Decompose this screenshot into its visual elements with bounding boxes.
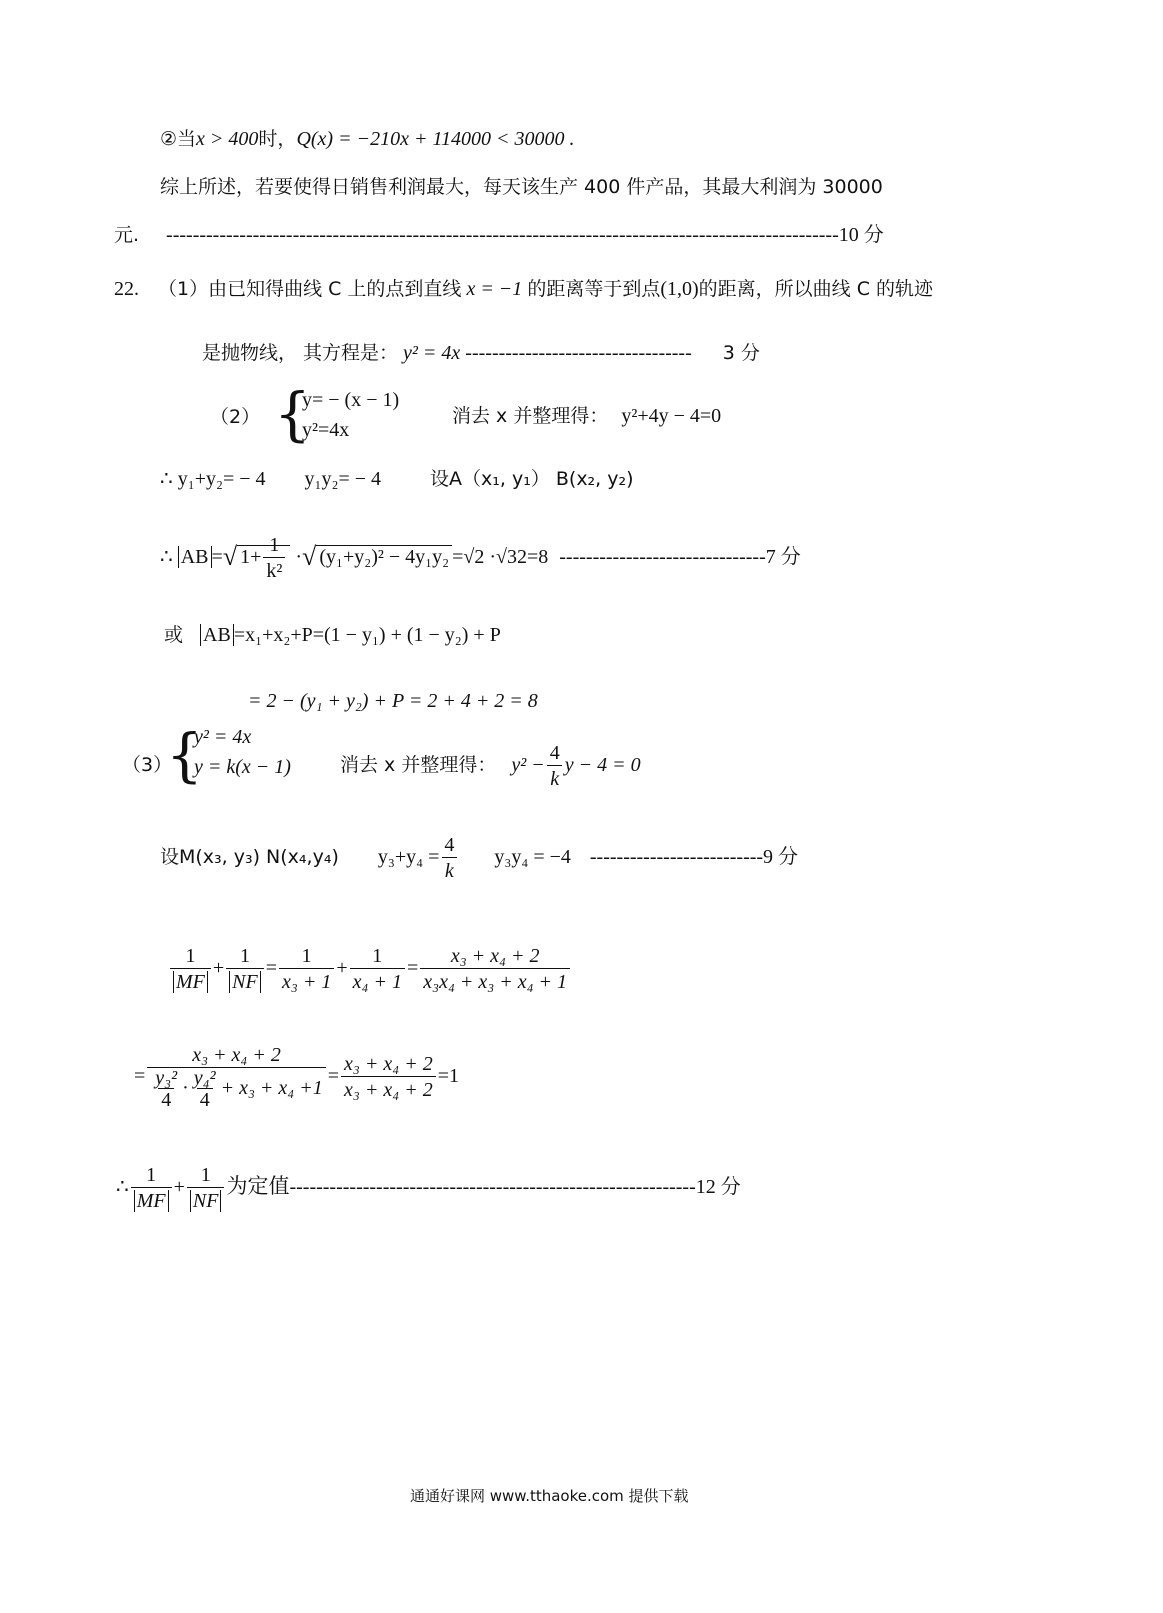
combined-den-text: x₃x₄ + x₃ + x₄ + 1: [423, 970, 568, 993]
case-2-equation: Q(x) = −210x + 114000 < 30000 .: [296, 128, 575, 150]
concl-recip-mf: [131, 1163, 172, 1214]
part3-eq2: [194, 752, 291, 782]
y4sq-over-4: [191, 1068, 219, 1111]
line-alt-chord: [164, 622, 501, 648]
part3-eq1: [194, 722, 291, 752]
part3-eliminate: [340, 740, 641, 792]
concl-nf-label: NF: [192, 1189, 219, 1212]
vieta-mn-frac-den: [442, 857, 457, 884]
one-over-k2: [263, 533, 285, 584]
simplified-frac: [341, 1052, 436, 1103]
line-vieta-ab: [160, 466, 634, 492]
y4-squared: y₄²: [193, 1067, 216, 1090]
parabola-equation: y² = 4x: [403, 342, 461, 364]
recip-nf: [226, 944, 264, 995]
chord-result: =√2 ·√32=8: [452, 546, 549, 568]
sqrt-one-plus: [237, 533, 290, 582]
alt-abs-ab: AB: [200, 624, 234, 646]
mf-label: MF: [176, 970, 205, 993]
y3-squared: y₃²: [155, 1067, 178, 1090]
vieta-mn-frac-num: 4: [444, 833, 455, 856]
conclusion-therefore: ∴: [116, 1176, 129, 1198]
simplified-den: x₃ + x₄ + 2: [344, 1078, 433, 1101]
chord-abs-ab: AB: [178, 546, 212, 568]
part2-quadratic: y²+4y − 4=0: [621, 405, 722, 427]
score-12-dashes: -------------------------------------------------------------12 分: [289, 1176, 741, 1198]
sqrt-symbol: √: [222, 542, 238, 571]
part3-frac: [547, 741, 563, 792]
alt-focal-chord: =x₁+x₂+P=(1 − y₁) + (1 − y₂) + P: [233, 624, 501, 646]
points-mn: 设M(x₃, y₃) N(x₄,y₄): [160, 846, 339, 868]
combined-num-text: x₃ + x₄ + 2: [450, 944, 540, 967]
subst-frac: [147, 1043, 325, 1111]
part3-eliminate-text: 消去 x 并整理得：: [340, 754, 497, 776]
subst-den-rest: + x₃ + x₄ +1: [220, 1077, 323, 1100]
subst-num: [189, 1043, 284, 1067]
score-10-dashes: -----------------------------------------------------------------------------------------------------10 分: [166, 224, 884, 246]
y4-den-four: 4: [197, 1088, 213, 1111]
recip-nf-den: [226, 968, 264, 995]
frac-num: 1: [269, 533, 280, 556]
concl-mf-label: MF: [136, 1189, 166, 1212]
y3sq-over-4: [152, 1068, 180, 1111]
concl-nf-num: 1: [200, 1163, 211, 1186]
part3-system: [194, 722, 291, 782]
vieta-sum: ∴ y₁+y₂= − 4: [160, 468, 266, 490]
score-7-dashes: -------------------------------7 分: [559, 546, 801, 568]
recip-x3-den: [279, 968, 334, 995]
summary-end-text: 元.: [114, 224, 140, 246]
part1-text-b: 的距离等于到点: [527, 278, 661, 300]
question-number: 22.: [114, 278, 139, 300]
part3-frac-den-text: k: [550, 767, 560, 790]
case-2-condition: x > 400: [196, 128, 259, 150]
vieta-mn-product: y₃y₄ = −4: [494, 846, 571, 868]
recip-mf-den: [170, 968, 211, 995]
vieta-product: y₁y₂= − 4: [304, 468, 382, 490]
line-case-2: [160, 126, 574, 152]
recip-x3: [279, 944, 334, 995]
frac-den: k²: [263, 557, 285, 584]
combined-num: [448, 944, 543, 968]
concl-recip-nf: [187, 1163, 225, 1214]
y3-den-four: 4: [158, 1088, 174, 1111]
part2-eliminate: [452, 403, 721, 429]
footer-credit: [410, 1485, 689, 1506]
line-substitution: = x₃ + x₄ + 2 $\frac{\text{y₃²}}{4}$ · $\frac{\text{y₄²}}{4}$ + x₃ + x₄ +1 = $\frac{\text{x₃ + x₄ + 2}}{\text{x₃ + x₄ + 2}}$ =1: [134, 1044, 459, 1112]
parabola-text: 是抛物线， 其方程是：: [202, 342, 399, 364]
alt-or: 或: [164, 624, 184, 646]
line-summary: 综上所述，若要使得日销售利润最大，每天该生产 400 件产品，其最大利润为 30000: [160, 176, 883, 198]
recip-mf-num: 1: [185, 944, 196, 967]
part3-frac-den: [547, 765, 562, 792]
subst-num-text: x₃ + x₄ + 2: [192, 1044, 281, 1067]
part1-line-eq: x = −1: [466, 278, 523, 300]
vieta-mn-sum: y₃+y₄ =: [377, 846, 440, 868]
part2-eq1: y= − (x − 1): [302, 389, 400, 411]
nf-label: NF: [232, 970, 258, 993]
line-parabola: [202, 340, 760, 366]
recip-x3-den-text: x₃ + 1: [282, 970, 332, 993]
points-ab: 设A（x₁, y₁） B(x₂, y₂): [430, 468, 634, 490]
part3-frac-num: 4: [549, 741, 560, 764]
line-vieta-mn: [160, 832, 798, 884]
line-alt-result: [248, 688, 538, 714]
final-one: =1: [437, 1065, 459, 1087]
conclusion-text: 为定值: [226, 1174, 290, 1198]
sqrt-discriminant: (y₁+y₂)² − 4y₁y₂: [316, 545, 452, 568]
part3-eq2-text: y = k(x − 1): [194, 756, 291, 778]
alt-result: = 2 − (y₁ + y₂) + P = 2 + 4 + 2 = 8: [248, 690, 538, 712]
part1-text-a: （1）由已知得曲线 C 上的点到直线: [158, 278, 462, 300]
recip-x3-num: 1: [301, 944, 312, 967]
chord-therefore: ∴: [160, 546, 173, 568]
part1-text-c: 的距离，所以曲线 C 的轨迹: [698, 278, 934, 300]
recip-x4-den-text: x₄ + 1: [352, 970, 402, 993]
score-9-dashes: --------------------------9 分: [589, 846, 799, 868]
part3-eq1-text: y² = 4x: [194, 726, 252, 748]
combined-frac: [420, 944, 570, 995]
sqrt-symbol-2: √: [302, 542, 317, 571]
part1-point: (1,0): [660, 278, 699, 300]
line-summary-end: [114, 222, 884, 248]
case-2-mid: 时，: [258, 128, 297, 150]
footer-text: 通通好课网 www.tthaoke.com 提供下载: [410, 1487, 689, 1505]
line-q22-part1: [114, 276, 933, 302]
subst-den: $\frac{\text{y₃²}}{4}$ · $\frac{\text{y₄²}}{4}$ + x₃ + x₄ +1: [147, 1067, 325, 1111]
recip-x4-num: 1: [372, 944, 383, 967]
simplified-num: x₃ + x₄ + 2: [344, 1052, 433, 1075]
part2-eq2: y²=4x: [302, 419, 350, 441]
line-conclusion: ∴ $\frac{1}{MF}$ + $\frac{1}{NF}$ 为定值-------------------------------------------------------------12 分: [116, 1163, 741, 1212]
part2-eliminate-text: 消去 x 并整理得：: [452, 405, 609, 427]
score-3: 3 分: [722, 342, 760, 364]
concl-mf-num: 1: [146, 1163, 157, 1186]
part2-label: （2）: [210, 406, 261, 428]
score-3-dashes: ----------------------------------: [465, 342, 692, 364]
combined-den: [420, 968, 570, 995]
recip-x4-den: [350, 968, 405, 995]
line-sum-reciprocal: $\frac{1}{MF}$ + $\frac{1}{NF}$ = $\frac{1}{\text{x₃ + 1}}$ + $\frac{1}{\text{x₄ + 1}}$ = $\frac{\text{x₃ + x₄ + 2}}{\text{x₃x₄ + x₃ + x₄ + 1}}$: [168, 938, 572, 998]
recip-nf-num: 1: [239, 944, 250, 967]
one-plus: 1+: [240, 546, 262, 568]
case-2-prefix: ②当: [160, 128, 197, 150]
part3-rhs: y − 4 = 0: [564, 754, 641, 776]
recip-x4: [350, 944, 405, 995]
vieta-mn-frac-den-text: k: [444, 859, 454, 882]
part3-brace: {: [166, 721, 203, 789]
line-chord-length: ∴ AB =√ 1+ $\frac{1}{\text{k²}}$ ·√ (y₁+y₂)² − 4y₁y₂ =√2 ·√32=8 -------------------------------7 分: [160, 533, 801, 582]
part3-label: （3）: [122, 754, 173, 776]
vieta-mn-frac: [441, 833, 457, 884]
part3-lhs: y² −: [511, 754, 545, 776]
recip-mf: [170, 944, 211, 995]
part2-brace: {: [274, 380, 311, 448]
part2-system: [302, 385, 399, 445]
